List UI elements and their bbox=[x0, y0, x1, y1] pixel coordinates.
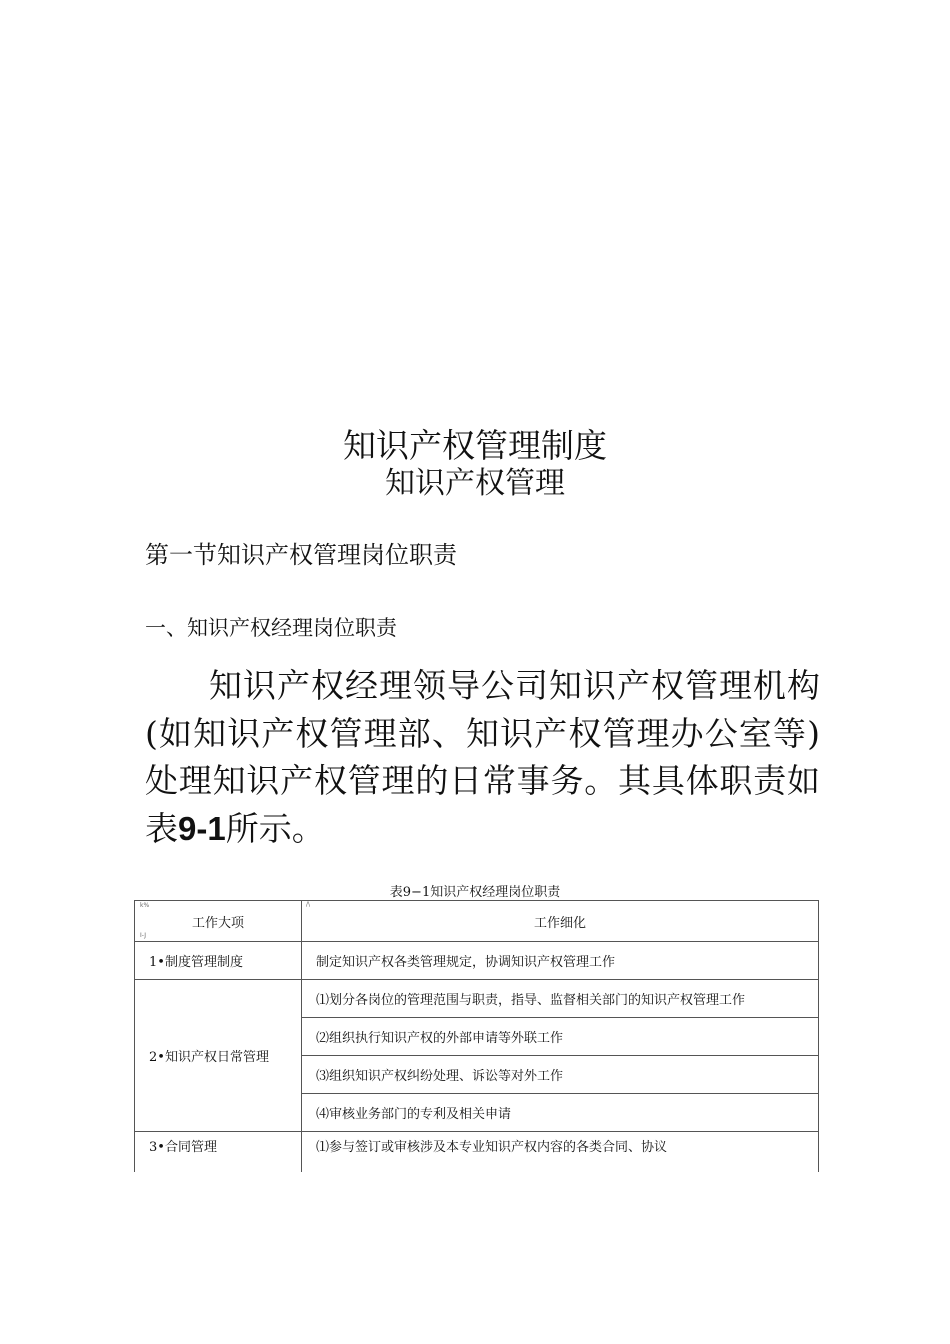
work-detail-cell: ⑶组织知识产权纠纷处理、诉讼等对外工作 bbox=[302, 1056, 819, 1094]
table-header-row bbox=[135, 901, 819, 942]
sub-heading: 一、知识产权经理岗位职责 bbox=[145, 616, 397, 640]
table-row bbox=[135, 942, 819, 980]
table-caption: 表9−1知识产权经理岗位职责 bbox=[389, 885, 561, 900]
header-label: 工作细化 bbox=[533, 915, 586, 931]
work-item-cell: 1•制度管理制度 bbox=[135, 942, 302, 980]
header-label: 工作大项 bbox=[191, 915, 244, 931]
document-title: 知识产权管理制度 bbox=[343, 426, 607, 465]
table-row bbox=[135, 980, 819, 1018]
header-mark-top-left: k% bbox=[140, 902, 150, 909]
work-detail-cell: 制定知识产权各类管理规定，协调知识产权管理工作 bbox=[302, 942, 819, 980]
header-mark-top-right: /\ bbox=[306, 901, 311, 908]
header-work-item bbox=[135, 901, 302, 942]
work-item-cell: 2•知识产权日常管理 bbox=[135, 980, 302, 1132]
work-detail-cell: ⑵组织执行知识产权的外部申请等外联工作 bbox=[302, 1018, 819, 1056]
section-heading: 第一节知识产权管理岗位职责 bbox=[145, 541, 457, 569]
header-mark-bottom-left: I-J bbox=[140, 932, 147, 939]
duty-table bbox=[134, 900, 819, 1172]
paragraph-tail: 所示。 bbox=[225, 808, 325, 848]
table-reference: 9-1 bbox=[178, 809, 226, 847]
work-detail-cell: ⑷审核业务部门的专利及相关申请 bbox=[302, 1094, 819, 1132]
work-detail-cell: ⑴参与签订或审核涉及本专业知识产权内容的各类合同、协议 bbox=[302, 1132, 819, 1173]
paragraph-text: 知识产权经理领导公司知识产权管理机构(如知识产权管理部、知识产权管理办公室等)处理知识产权管理的日常事务。其具体职责如表 bbox=[145, 666, 820, 848]
work-item-cell: 3•合同管理 bbox=[135, 1132, 302, 1173]
document-subtitle: 知识产权管理 bbox=[385, 466, 565, 501]
body-paragraph bbox=[145, 662, 820, 852]
table-row bbox=[135, 1132, 819, 1173]
header-work-detail bbox=[302, 901, 819, 942]
work-detail-cell: ⑴划分各岗位的管理范围与职责，指导、监督相关部门的知识产权管理工作 bbox=[302, 980, 819, 1018]
